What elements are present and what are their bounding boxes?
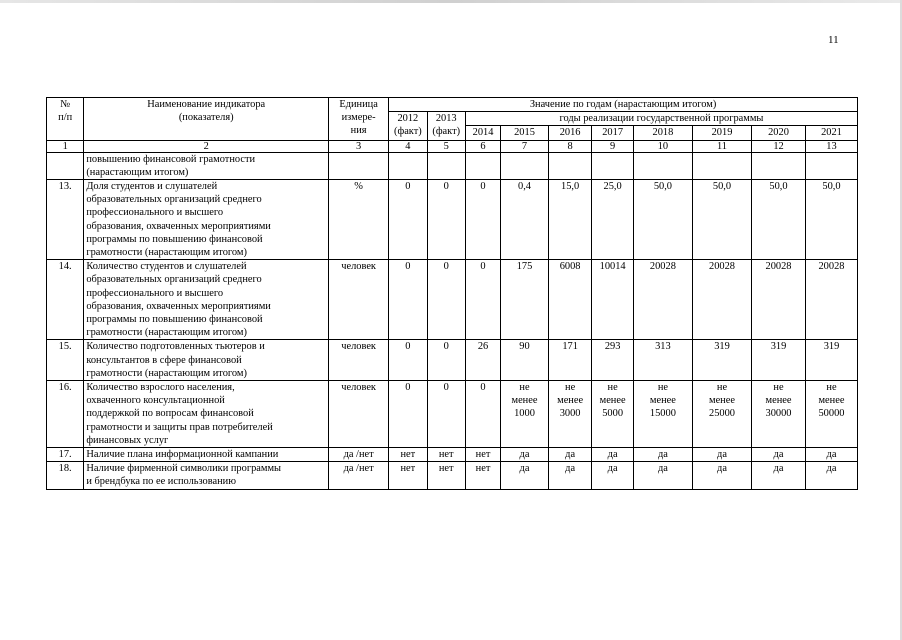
- value-cell: 0: [427, 340, 465, 381]
- unit-cell: человек: [329, 260, 389, 340]
- value-cell: 319: [805, 340, 857, 381]
- table-row: [47, 180, 858, 260]
- indicator-name: Доля студентов и слушателей образовательных организаций среднего профессионального и высшего образования, охваченных мероприятиями программы по повышению финансовой грамотности (нарастающим итогом): [84, 180, 329, 260]
- value-cell: не менее 50000: [805, 381, 857, 448]
- header-year-2012: [389, 112, 427, 140]
- value-cell: [427, 152, 465, 179]
- row-number: 17.: [47, 448, 84, 462]
- value-cell: не менее 1000: [501, 381, 549, 448]
- header-year-2015: 2015: [501, 126, 549, 140]
- header-unit: [329, 98, 389, 141]
- value-cell: 20028: [692, 260, 751, 340]
- header-year-2012-label: 2012 (факт): [394, 113, 422, 138]
- value-cell: 25,0: [592, 180, 633, 260]
- column-number: 1: [47, 140, 84, 152]
- indicators-table: [46, 97, 858, 490]
- value-cell: 50,0: [752, 180, 806, 260]
- value-cell: да: [592, 462, 633, 489]
- header-name: [84, 98, 329, 141]
- value-cell: 0: [389, 260, 427, 340]
- value-cell: [389, 152, 427, 179]
- header-year-2014: 2014: [465, 126, 500, 140]
- value-cell: не менее 30000: [752, 381, 806, 448]
- column-number: 4: [389, 140, 427, 152]
- table-row: [47, 462, 858, 489]
- table-row: [47, 340, 858, 381]
- value-cell: да: [501, 462, 549, 489]
- value-cell: [465, 152, 500, 179]
- column-number: 7: [501, 140, 549, 152]
- value-cell: 20028: [633, 260, 692, 340]
- value-cell: 0,4: [501, 180, 549, 260]
- header-year-2016: 2016: [548, 126, 592, 140]
- value-cell: 0: [465, 260, 500, 340]
- value-cell: да: [752, 448, 806, 462]
- value-cell: 15,0: [548, 180, 592, 260]
- indicator-name: Количество студентов и слушателей образовательных организаций среднего профессионального и высшего образования, охваченных мероприятиями программы по повышению финансовой грамотности (нарастающим итогом): [84, 260, 329, 340]
- value-cell: [633, 152, 692, 179]
- value-cell: 90: [501, 340, 549, 381]
- value-cell: 0: [427, 180, 465, 260]
- value-cell: да: [501, 448, 549, 462]
- value-cell: нет: [427, 448, 465, 462]
- value-cell: [692, 152, 751, 179]
- column-number: 13: [805, 140, 857, 152]
- value-cell: 20028: [805, 260, 857, 340]
- value-cell: да: [752, 462, 806, 489]
- indicator-name: Наличие фирменной символики программы и брендбука по ее использованию: [84, 462, 329, 489]
- value-cell: 0: [465, 381, 500, 448]
- header-no: [47, 98, 84, 141]
- value-cell: 0: [465, 180, 500, 260]
- header-values-by-year: Значение по годам (нарастающим итогом): [389, 98, 858, 112]
- value-cell: да: [633, 448, 692, 462]
- indicator-name: повышению финансовой грамотности (нарастающим итогом): [84, 152, 329, 179]
- value-cell: [548, 152, 592, 179]
- value-cell: нет: [465, 448, 500, 462]
- value-cell: да: [633, 462, 692, 489]
- header-unit-label: Единица измере- ния: [339, 99, 378, 137]
- column-number: 10: [633, 140, 692, 152]
- indicator-name: Количество взрослого населения, охваченного консультационной поддержкой по вопросам финансовой грамотности и защиты прав потребителей финансовых услуг: [84, 381, 329, 448]
- value-cell: да: [805, 448, 857, 462]
- unit-cell: человек: [329, 381, 389, 448]
- value-cell: [501, 152, 549, 179]
- value-cell: да: [692, 462, 751, 489]
- value-cell: [752, 152, 806, 179]
- value-cell: 50,0: [805, 180, 857, 260]
- row-number: 14.: [47, 260, 84, 340]
- indicator-name: Наличие плана информационной кампании: [84, 448, 329, 462]
- table-row: [47, 152, 858, 179]
- row-number: 18.: [47, 462, 84, 489]
- column-number: 5: [427, 140, 465, 152]
- column-number: 8: [548, 140, 592, 152]
- value-cell: да: [692, 448, 751, 462]
- column-number: 2: [84, 140, 329, 152]
- value-cell: 293: [592, 340, 633, 381]
- value-cell: нет: [427, 462, 465, 489]
- column-number: 6: [465, 140, 500, 152]
- header-year-2017: 2017: [592, 126, 633, 140]
- value-cell: [805, 152, 857, 179]
- value-cell: 26: [465, 340, 500, 381]
- value-cell: 313: [633, 340, 692, 381]
- value-cell: да: [548, 448, 592, 462]
- unit-cell: [329, 152, 389, 179]
- column-number: 11: [692, 140, 751, 152]
- page-number: 11: [828, 34, 839, 46]
- value-cell: 0: [427, 260, 465, 340]
- row-number: [47, 152, 84, 179]
- value-cell: да: [548, 462, 592, 489]
- table-row: [47, 260, 858, 340]
- value-cell: 319: [752, 340, 806, 381]
- value-cell: нет: [389, 448, 427, 462]
- unit-cell: да /нет: [329, 462, 389, 489]
- value-cell: 10014: [592, 260, 633, 340]
- value-cell: не менее 3000: [548, 381, 592, 448]
- header-no-label: № п/п: [58, 99, 73, 124]
- header-year-2013: [427, 112, 465, 140]
- header-name-label: Наименование индикатора (показателя): [147, 99, 266, 124]
- indicator-name: Количество подготовленных тьютеров и консультантов в сфере финансовой грамотности (нарастающим итогом): [84, 340, 329, 381]
- column-number: 3: [329, 140, 389, 152]
- header-year-2018: 2018: [633, 126, 692, 140]
- column-number: 9: [592, 140, 633, 152]
- value-cell: 20028: [752, 260, 806, 340]
- value-cell: нет: [389, 462, 427, 489]
- value-cell: 0: [427, 381, 465, 448]
- unit-cell: человек: [329, 340, 389, 381]
- value-cell: 0: [389, 180, 427, 260]
- scan-edge-top: [0, 0, 902, 3]
- value-cell: 0: [389, 340, 427, 381]
- value-cell: да: [805, 462, 857, 489]
- unit-cell: %: [329, 180, 389, 260]
- row-number: 13.: [47, 180, 84, 260]
- value-cell: 0: [389, 381, 427, 448]
- value-cell: 50,0: [692, 180, 751, 260]
- table-row: [47, 448, 858, 462]
- table-row: [47, 381, 858, 448]
- header-year-2021: 2021: [805, 126, 857, 140]
- value-cell: да: [592, 448, 633, 462]
- row-number: 16.: [47, 381, 84, 448]
- value-cell: не менее 5000: [592, 381, 633, 448]
- header-year-2020: 2020: [752, 126, 806, 140]
- value-cell: нет: [465, 462, 500, 489]
- value-cell: 319: [692, 340, 751, 381]
- value-cell: не менее 15000: [633, 381, 692, 448]
- value-cell: 50,0: [633, 180, 692, 260]
- column-number: 12: [752, 140, 806, 152]
- unit-cell: да /нет: [329, 448, 389, 462]
- value-cell: не менее 25000: [692, 381, 751, 448]
- value-cell: [592, 152, 633, 179]
- header-year-2013-label: 2013 (факт): [432, 113, 461, 138]
- header-year-2019: 2019: [692, 126, 751, 140]
- value-cell: 6008: [548, 260, 592, 340]
- header-program-years: годы реализации государственной программы: [465, 112, 857, 126]
- row-number: 15.: [47, 340, 84, 381]
- value-cell: 175: [501, 260, 549, 340]
- value-cell: 171: [548, 340, 592, 381]
